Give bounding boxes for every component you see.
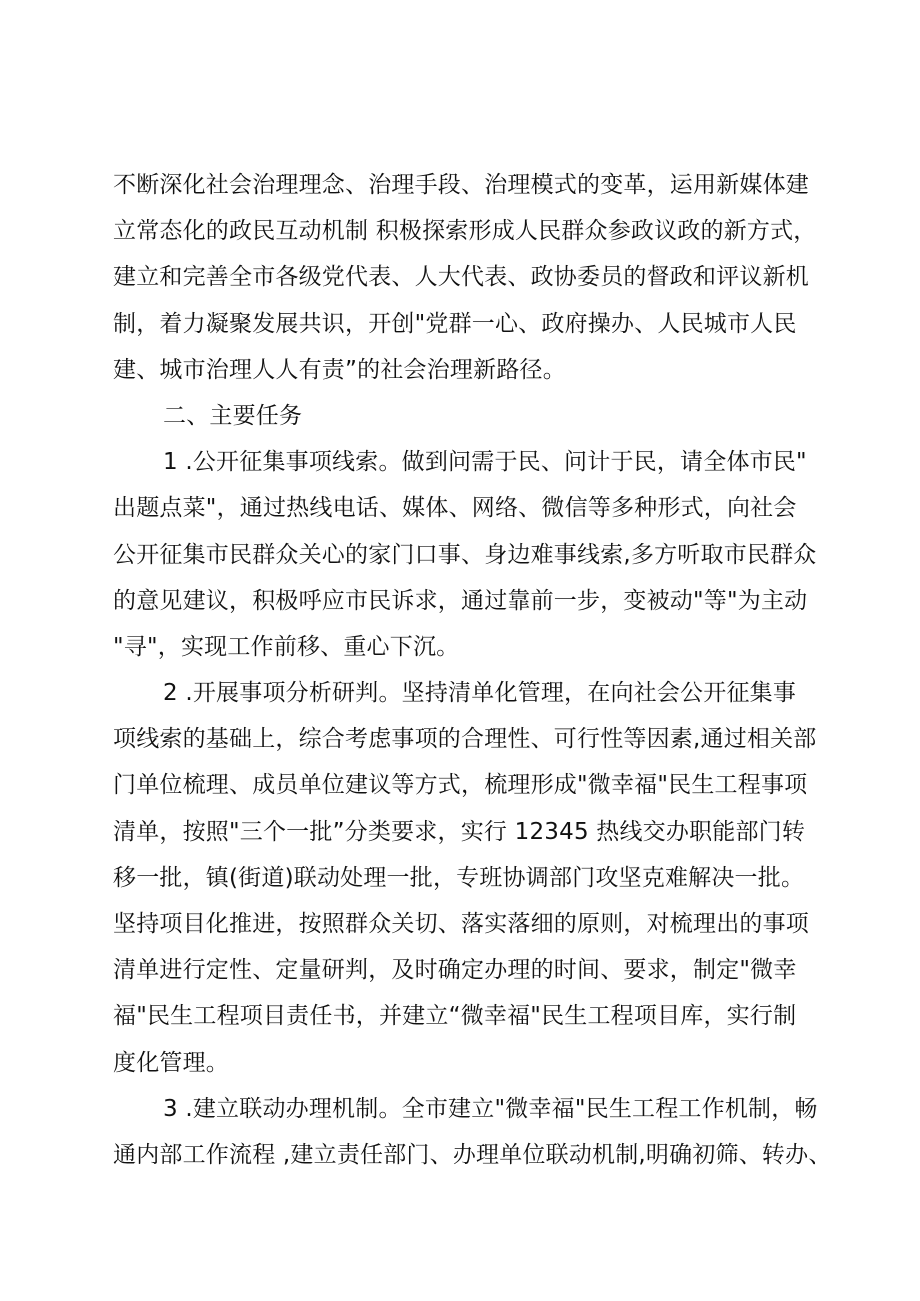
intro-paragraph <box>113 162 839 393</box>
paragraph-line: 度化管理。 <box>113 1049 229 1076</box>
paragraph-line: 清单，按照"三个一批”分类要求，实行 12345 热线交办职能部门转 <box>113 818 806 845</box>
paragraph-line: 3 .建立联动办理机制。全市建立"微幸福"民生工程工作机制，畅 <box>163 1095 818 1122</box>
paragraph-line: 建立和完善全市各级党代表、人大代表、政协委员的督政和评议新机 <box>113 264 809 291</box>
paragraph-line: 不断深化社会治理理念、治理手段、治理模式的变革，运用新媒体建 <box>113 172 809 198</box>
task-2-paragraph <box>113 670 839 1086</box>
paragraph-line: 立常态化的政民互动机制 积极探索形成人民群众参政议政的新方式， <box>113 218 817 245</box>
paragraph-line: 坚持项目化推进，按照群众关切、落实落细的原则，对梳理出的事项 <box>113 911 809 937</box>
paragraph-line: 通内部工作流程 ,建立责任部门、办理单位联动机制,明确初筛、转办、 <box>113 1141 832 1168</box>
paragraph-line: 出题点菜"，通过热线电话、媒体、网络、微信等多种形式，向社会 <box>113 495 797 522</box>
task-3-paragraph <box>113 1086 839 1178</box>
paragraph-line: 建、城市治理人人有责”的社会治理新路径。 <box>113 356 566 383</box>
paragraph-line: 制，着力凝聚发展共识，开创"党群一心、政府操办、人民城市人民 <box>113 310 797 337</box>
section-heading: 二、主要任务 <box>163 402 303 429</box>
paragraph-line: 公开征集市民群众关心的家门口事、身边难事线索,多方听取市民群众 <box>113 541 817 568</box>
paragraph-line: 2 .开展事项分析研判。坚持清单化管理，在向社会公开征集事 <box>163 680 797 707</box>
paragraph-line: 门单位梳理、成员单位建议等方式，梳理形成"微幸福"民生工程事项 <box>113 772 808 799</box>
paragraph-line: 清单进行定性、定量研判，及时确定办理的时间、要求，制定"微幸 <box>113 957 797 984</box>
task-1-paragraph <box>113 439 839 670</box>
paragraph-line: 1 .公开征集事项线索。做到问需于民、问计于民，请全体市民" <box>163 449 807 476</box>
document-body <box>113 162 839 1178</box>
paragraph-line: 福"民生工程项目责任书，并建立“微幸福"民生工程项目库，实行制 <box>113 1003 797 1030</box>
paragraph-line: "寻"，实现工作前移、重心下沉。 <box>113 633 460 660</box>
paragraph-line: 项线索的基础上，综合考虑事项的合理性、可行性等因素,通过相关部 <box>113 726 817 753</box>
paragraph-line: 移一批，镇(街道)联动处理一批，专班协调部门攻坚克难解决一批。 <box>113 864 805 891</box>
paragraph-line: 的意见建议，积极呼应市民诉求，通过靠前一步，变被动"等"为主动 <box>113 587 808 614</box>
